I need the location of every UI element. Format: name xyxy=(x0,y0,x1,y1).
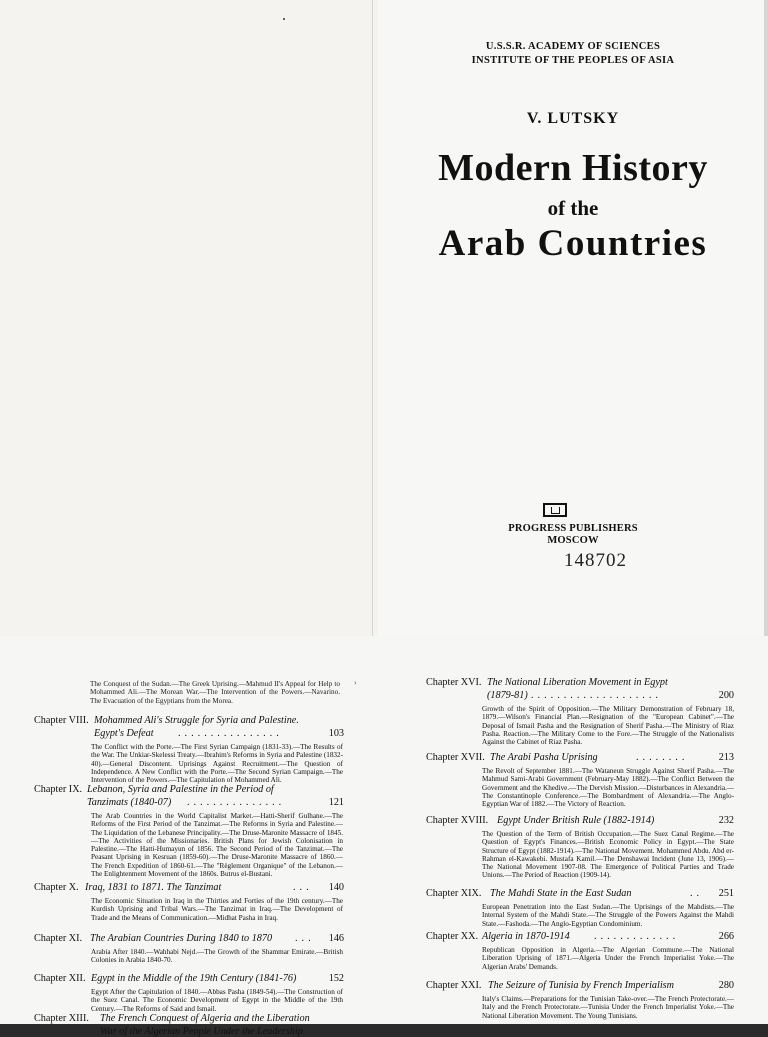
accession-number: 148702 xyxy=(564,550,627,571)
chapter-label: Chapter XIII. xyxy=(34,1013,89,1024)
chapter-label: Chapter IX. xyxy=(34,784,83,795)
publisher-city: MOSCOW xyxy=(547,535,599,546)
chapter-summary: Republican Opposition in Algeria.—The Algerian Commune.—The National Liberation Uprising of 1871.—Algeria Under the French Imperialist Yoke.—The Algerian Arabs' Demands. xyxy=(482,946,734,971)
chapter-summary: The Question of the Term of British Occupation.—The Suez Canal Regime.—The Question of Egypt's Finances.—British Economic Policy in Egypt.—The State Structure of Egypt (1882-1914).—The National Movement. Mohammed Abdu. Abd er-Rahman el-Kawakebi. Mustafa Kamil.—The Denshawai Incident (June 13, 1906).—The National Movement 1907-08. The Emergence of Political Parties and Trade Unions.—The Period of Reaction (1909-14). xyxy=(482,830,734,880)
toc-intro-text: The Conquest of the Sudan.—The Greek Uprising.—Mahmud II's Appeal for Help to Mohammed Ali.—The Morean War.—The Intervention of the Powers.—Navarino. The Evacuation of the Egyptians from the Morea. xyxy=(90,680,340,705)
chapter-page-number: 146 xyxy=(328,933,344,944)
chapter-title-continued: (1879-81) xyxy=(487,690,528,701)
chapter-title: Algeria in 1870-1914 xyxy=(482,931,570,942)
chapter-title-continued: War of the Algerian People Under the Leadership xyxy=(100,1026,303,1037)
title-page xyxy=(378,0,768,636)
chapter-label: Chapter XII. xyxy=(34,973,86,984)
chapter-label: Chapter XIX. xyxy=(426,888,482,899)
chapter-page-number: 280 xyxy=(718,980,734,991)
leader-dots: .................... xyxy=(531,690,662,701)
chapter-title: Mohammed Ali's Struggle for Syria and Palestine. xyxy=(94,715,299,726)
academy-header xyxy=(378,40,768,68)
chapter-summary: Egypt After the Capitulation of 1840.—Abbas Pasha (1849-54).—The Construction of the Suez Canal. The Economic Development of Egypt in the Middle of the 19th Century.—The Reforms of Said and Ismail. xyxy=(91,988,343,1013)
publisher-name: PROGRESS PUBLISHERS xyxy=(508,523,638,534)
chapter-summary: The Conflict with the Porte.—The First Syrian Campaign (1831-33).—The Results of the War. The Unkiar-Skelessi Treaty.—Ibrahim's Reforms in Syria and Palestine (1832-40).—General Discontent. Uprisings Against Recruitment.—The Question of Independence. A New Conflict with the Porte.—The Second Syrian Campaign.—The Intervention of the Powers.—The Capitulation of Mohammed Ali. xyxy=(91,743,343,785)
chapter-title: The French Conquest of Algeria and the Liberation xyxy=(100,1013,310,1024)
chapter-page-number: 152 xyxy=(328,973,344,984)
chapter-summary: Arabia After 1840.—Wahhabi Nejd.—The Growth of the Shammar Emirate.—British Colonies in Arabia 1840-70. xyxy=(91,948,343,965)
chapter-summary: The Arab Countries in the World Capitalist Market.—Hatti-Sherif Gulhane.—The Reforms of the First Period of the Tanzimat.—The Reforms in Syria and Palestine.—The Liquidation of the Lebanese Principality.—The Druse-Maronite Massacre of 1845.—The Activities of the Missionaries. British Plans for Jewish Colonisation in Palestine.—The Hatti-Humayun of 1856. The Second Period of the Tanzimat.—The Peasant Uprising in Kesruan (1859-60).—The Druse-Maronite Massacre of 1860.—The French Expedition of 1860-61.—The "Règlement Organique" of the Lebanon.—The Enlightenment Movement of the 1860s. Butrus el-Bustani. xyxy=(91,812,343,879)
gutter-mark: › xyxy=(354,678,357,687)
chapter-summary: The Economic Situation in Iraq in the Thirties and Forties of the 19th century.—The Kurdish Uprising and Tribal Wars.—The Tanzimat in Iraq.—The Development of Trade and the Means of Communication.—Midhat Pasha in Iraq. xyxy=(91,897,343,922)
chapter-title-continued: Tanzimats (1840-07) xyxy=(87,797,172,808)
chapter-label: Chapter XVI. xyxy=(426,677,482,688)
leader-dots: ... xyxy=(293,882,313,893)
chapter-page-number: 140 xyxy=(328,882,344,893)
chapter-summary: The Revolt of September 1881.—The Wataneun Struggle Against Sherif Pasha.—The Mahmud Sami-Arabi Government (February-May 1882).—The Conflict Between the Government and the Khedive.—The Dervish Mission.—Disturbances in Alexandria.—The Constantinople Conference.—The Bombardment of Alexandria.—The Anglo-Egyptian War of 1882.—The Victory of Reaction. xyxy=(482,767,734,809)
chapter-title: The Mahdi State in the East Sudan xyxy=(490,888,632,899)
leader-dots: ............. xyxy=(594,931,680,942)
leader-dots: ............... xyxy=(187,797,286,808)
publisher-block xyxy=(378,523,768,547)
chapter-page-number: 232 xyxy=(718,815,734,826)
chapter-title: Egypt Under British Rule (1882-1914) xyxy=(497,815,655,826)
chapter-label: Chapter XVII. xyxy=(426,752,485,763)
toc-left-page xyxy=(0,636,384,1037)
leader-dots: ................ xyxy=(178,728,283,739)
chapter-page-number: 266 xyxy=(718,931,734,942)
book-title-line-3: Arab Countries xyxy=(438,223,708,264)
chapter-label: Chapter XXI. xyxy=(426,980,482,991)
chapter-label: Chapter XVIII. xyxy=(426,815,489,826)
chapter-title-continued: Egypt's Defeat xyxy=(94,728,154,739)
chapter-summary: Italy's Claims.—Preparations for the Tunisian Take-over.—The French Protectorate.—Italy and the French Protectorate.—Tunisia Under the French Imperialist Yoke.—The National Liberation Movement. The Young Tunisians. xyxy=(482,995,734,1020)
chapter-label: Chapter X. xyxy=(34,882,79,893)
page-speck xyxy=(283,18,285,20)
book-title-line-2: of the xyxy=(547,196,599,220)
chapter-title: The Arabi Pasha Uprising xyxy=(490,752,598,763)
author-name: V. LUTSKY xyxy=(526,110,620,127)
chapter-page-number: 200 xyxy=(718,690,734,701)
chapter-label: Chapter XX. xyxy=(426,931,479,942)
chapter-title: Egypt in the Middle of the 19th Century (1841-76) xyxy=(91,973,297,984)
academy-line-1: U.S.S.R. ACADEMY OF SCIENCES xyxy=(485,41,661,52)
chapter-label: Chapter VIII. xyxy=(34,715,89,726)
chapter-title: The Seizure of Tunisia by French Imperialism xyxy=(488,980,674,991)
blank-left-page xyxy=(0,0,378,636)
chapter-summary: Growth of the Spirit of Opposition.—The Military Demonstration of February 18, 1879.—Wilson's Financial Plan.—Resignation of the "European Cabinet".—The Deposal of Ismail Pasha and the Resignation of Sherif Pasha.—The Ministry of Riaz Pasha. Reaction.—The Military Come to the Fore.—The Struggle of the Nationalists Against the Cabinet of Riaz Pasha. xyxy=(482,705,734,747)
chapter-page-number: 121 xyxy=(328,797,344,808)
chapter-title: The Arabian Countries During 1840 to 1870 xyxy=(90,933,273,944)
chapter-page-number: 251 xyxy=(718,888,734,899)
chapter-title: The National Liberation Movement in Egypt xyxy=(487,677,668,688)
chapter-label: Chapter XI. xyxy=(34,933,83,944)
leader-dots: ... xyxy=(295,933,315,944)
academy-line-2: INSTITUTE OF THE PEOPLES OF ASIA xyxy=(471,55,675,66)
leader-dots: ........ xyxy=(636,752,689,763)
page-edge xyxy=(764,0,768,636)
toc-right-page xyxy=(354,636,768,1024)
page-spine xyxy=(372,0,373,636)
chapter-title: Lebanon, Syria and Palestine in the Period of xyxy=(87,784,274,795)
leader-dots: .. xyxy=(690,888,704,899)
chapter-page-number: 213 xyxy=(718,752,734,763)
book-title-line-1: Modern History xyxy=(438,147,708,189)
publisher-logo-icon xyxy=(543,503,567,517)
chapter-summary: European Penetration into the East Sudan.—The Uprisings of the Mahdists.—The Internal System of the Mahdi State.—The Struggle of the Powers Against the Mahdi State.—Fashoda.—The Anglo-Egyptian Condominium. xyxy=(482,903,734,928)
chapter-page-number: 103 xyxy=(328,728,344,739)
chapter-title: Iraq, 1831 to 1871. The Tanzimat xyxy=(85,882,222,893)
